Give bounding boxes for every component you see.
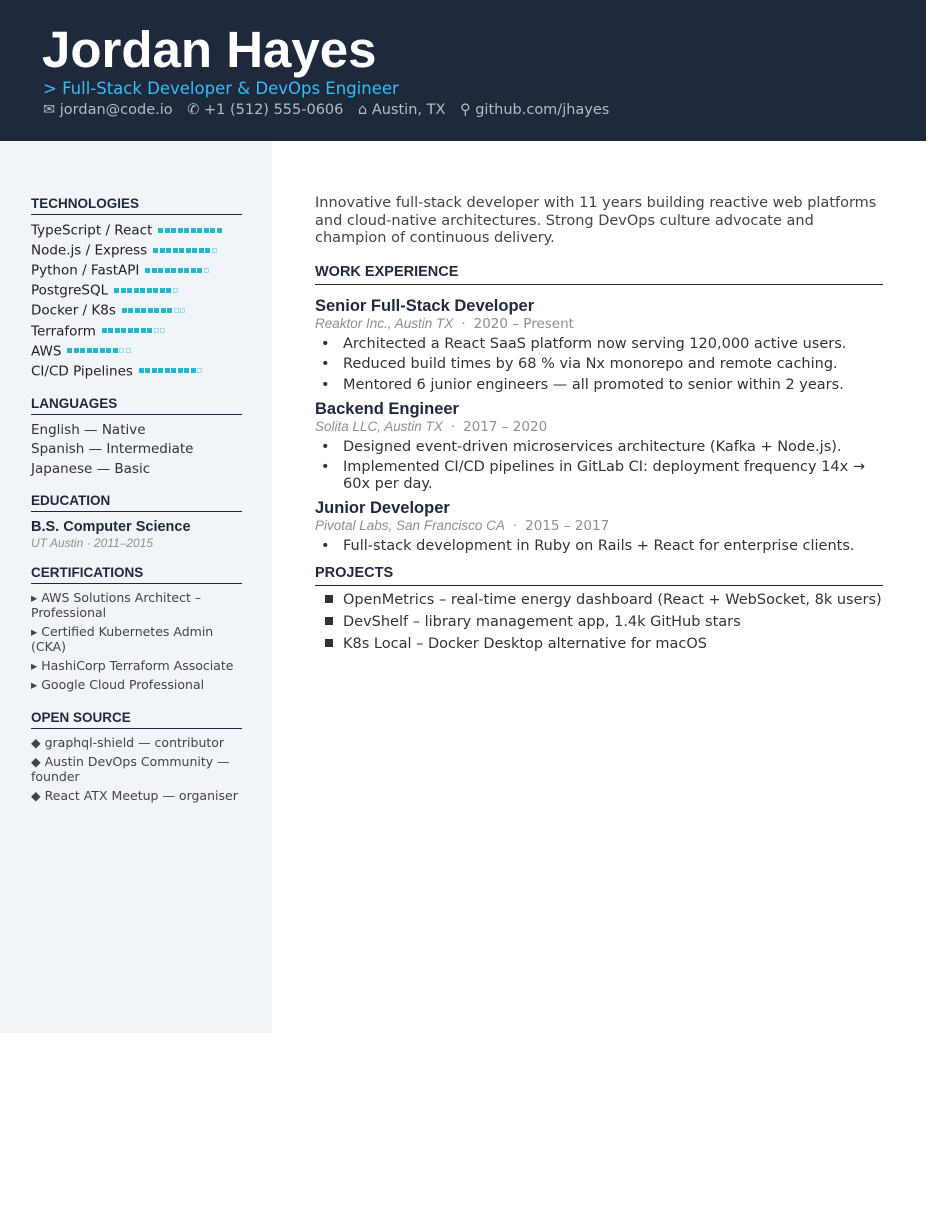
education-school: UT Austin · 2011–2015 xyxy=(31,536,154,551)
job-title: Backend Engineer xyxy=(315,399,459,418)
square-bullet-icon xyxy=(325,639,333,647)
technologies-list xyxy=(31,221,242,382)
skill-row xyxy=(31,301,242,321)
certifications-heading: CERTIFICATIONS xyxy=(31,565,242,584)
job-bullets xyxy=(315,439,883,494)
education-heading: EDUCATION xyxy=(31,493,242,512)
project-item: OpenMetrics – real-time energy dashboard (React + WebSocket, 8k users) xyxy=(315,592,883,609)
job-meta: Pivotal Labs, San Francisco CA · 2015 – 2017 xyxy=(315,518,610,534)
technologies-heading: TECHNOLOGIES xyxy=(31,196,242,215)
job-title: Senior Full-Stack Developer xyxy=(315,296,535,315)
job-bullet: • Mentored 6 junior engineers — all promoted to senior within 2 years. xyxy=(315,377,883,394)
job-bullet: • Designed event-driven microservices architecture (Kafka + Node.js). xyxy=(315,439,883,456)
skill-row xyxy=(31,221,242,241)
language-item: Spanish — Intermediate xyxy=(31,441,194,458)
skill-level-bar xyxy=(153,241,218,260)
candidate-tagline: > Full-Stack Developer & DevOps Engineer xyxy=(43,79,399,98)
job-meta: Solita LLC, Austin TX · 2017 – 2020 xyxy=(315,418,548,435)
skill-level-bar xyxy=(145,261,210,280)
skill-name: CI/CD Pipelines xyxy=(31,363,133,380)
job-entry xyxy=(315,499,883,555)
skill-row xyxy=(31,261,242,281)
certification-item: ▸ AWS Solutions Architect – Professional xyxy=(31,590,202,621)
education-degree: B.S. Computer Science xyxy=(31,519,191,536)
certification-item: ▸ HashiCorp Terraform Associate xyxy=(31,658,234,674)
job-company: Pivotal Labs, San Francisco CA xyxy=(315,518,505,533)
main-content xyxy=(315,195,883,658)
skill-name: Python / FastAPI xyxy=(31,262,140,279)
certification-item: ▸ Certified Kubernetes Admin (CKA) xyxy=(31,624,214,655)
job-entry xyxy=(315,297,883,394)
skill-row xyxy=(31,362,242,382)
skill-row xyxy=(31,342,242,362)
skill-name: Node.js / Express xyxy=(31,242,148,259)
open-source-item: ◆ graphql-shield — contributor xyxy=(31,735,225,751)
job-company: Solita LLC, Austin TX xyxy=(315,418,443,434)
job-dates: 2017 – 2020 xyxy=(463,418,548,435)
project-item: DevShelf – library management app, 1.4k GitHub stars xyxy=(315,614,883,631)
skill-name: Terraform xyxy=(31,323,96,340)
sidebar xyxy=(0,141,272,1033)
job-bullets xyxy=(315,538,883,555)
open-source-item: ◆ Austin DevOps Community — founder xyxy=(31,754,230,785)
contact-phone[interactable]: ✆ +1 (512) 555-0606 xyxy=(187,102,344,118)
job-company: Reaktor Inc., Austin TX xyxy=(315,315,454,331)
contact-line xyxy=(43,101,619,119)
open-source-list xyxy=(31,735,242,803)
job-meta: Reaktor Inc., Austin TX · 2020 – Present xyxy=(315,315,574,332)
square-bullet-icon xyxy=(325,595,333,603)
job-bullets xyxy=(315,336,883,394)
candidate-name: Jordan Hayes xyxy=(42,21,377,78)
experience-heading: WORK EXPERIENCE xyxy=(315,264,883,285)
square-bullet-icon xyxy=(325,617,333,625)
open-source-item: ◆ React ATX Meetup — organiser xyxy=(31,788,238,804)
skill-name: TypeScript / React xyxy=(31,222,153,239)
job-bullet: • Full-stack development in Ruby on Rails + React for enterprise clients. xyxy=(315,538,883,555)
job-bullet: • Implemented CI/CD pipelines in GitLab CI: deployment frequency 14x → 60x per day. xyxy=(315,459,883,493)
job-bullet: • Architected a React SaaS platform now serving 120,000 active users. xyxy=(315,336,883,353)
contact-github[interactable]: ⚲ github.com/jhayes xyxy=(460,102,610,118)
skill-level-bar xyxy=(102,322,167,341)
projects-heading: PROJECTS xyxy=(315,565,883,586)
skill-row xyxy=(31,241,242,261)
skill-level-bar xyxy=(122,301,187,320)
certification-item: ▸ Google Cloud Professional xyxy=(31,677,205,693)
resume-header xyxy=(0,0,926,141)
job-dates: 2020 – Present xyxy=(473,315,574,332)
skill-row xyxy=(31,322,242,342)
skill-name: AWS xyxy=(31,343,62,360)
job-entry xyxy=(315,400,883,494)
contact-location: ⌂ Austin, TX xyxy=(358,102,446,118)
job-dates: 2015 – 2017 xyxy=(525,518,610,534)
languages-heading: LANGUAGES xyxy=(31,396,242,415)
skill-name: Docker / K8s xyxy=(31,303,116,320)
skill-level-bar xyxy=(139,362,204,381)
job-bullet: • Reduced build times by 68 % via Nx monorepo and remote caching. xyxy=(315,356,883,373)
language-item: English — Native xyxy=(31,421,146,438)
certifications-list xyxy=(31,590,242,692)
contact-email[interactable]: ✉ jordan@code.io xyxy=(43,102,173,118)
skill-name: PostgreSQL xyxy=(31,283,109,300)
skill-level-bar xyxy=(67,342,132,361)
language-item: Japanese — Basic xyxy=(31,460,151,477)
project-item: K8s Local – Docker Desktop alternative for macOS xyxy=(315,636,883,653)
projects-list xyxy=(315,592,883,653)
skill-level-bar xyxy=(114,281,179,300)
languages-list xyxy=(31,421,242,480)
skill-level-bar xyxy=(158,221,223,240)
skill-row xyxy=(31,281,242,301)
open-source-heading: OPEN SOURCE xyxy=(31,710,242,729)
profile-summary: Innovative full-stack developer with 11 years building reactive web platforms and cloud-native architectures. Strong DevOps culture advocate and champion of continuous delivery. xyxy=(315,195,877,246)
job-title: Junior Developer xyxy=(315,499,450,517)
